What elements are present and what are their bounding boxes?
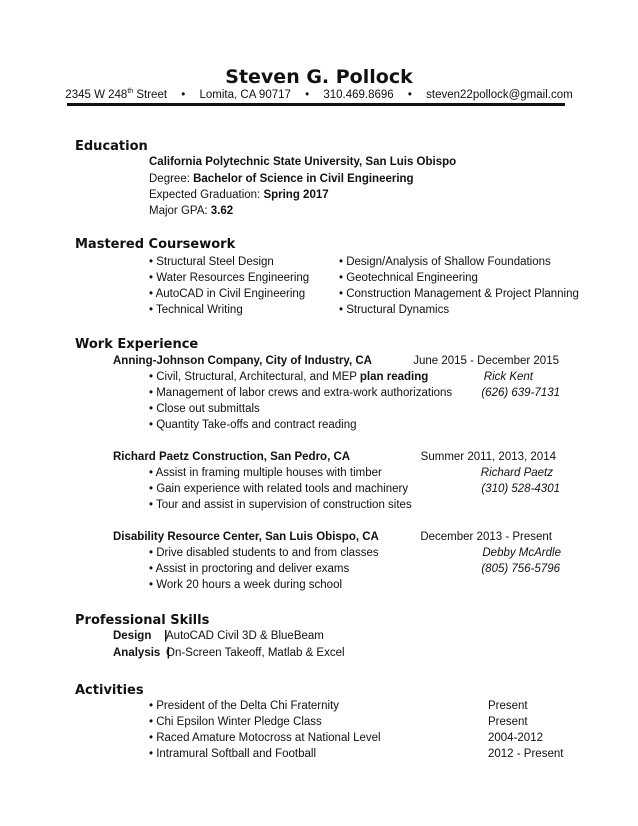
job-dates: June 2015 - December 2015	[413, 355, 559, 367]
job-bullet: • Close out submittals	[149, 403, 260, 415]
job-company: Disability Resource Center, San Luis Obispo, CA	[113, 531, 379, 543]
degree-line: Degree: Bachelor of Science in Civil Engineering	[149, 173, 414, 185]
school-name: California Polytechnic State University, San Luis Obispo	[149, 156, 457, 168]
job-bullet: • Management of labor crews and extra-work authorizations	[149, 387, 453, 399]
job-reference-name: Rick Kent	[483, 371, 533, 383]
job-bullet: • Assist in proctoring and deliver exams	[149, 563, 350, 575]
section-heading-education: Education	[75, 139, 148, 154]
course-item: • Construction Management & Project Planning	[339, 288, 579, 300]
job-bullet: • Work 20 hours a week during school	[149, 579, 343, 591]
activity-date: Present	[488, 700, 528, 712]
section-heading-coursework: Mastered Coursework	[75, 237, 236, 252]
separator-bullet: •	[181, 89, 186, 101]
phone: 310.469.8696	[323, 89, 394, 101]
contact-line	[0, 89, 638, 101]
job-bullet: • Tour and assist in supervision of construction sites	[149, 499, 412, 511]
course-item: • Structural Steel Design	[149, 256, 274, 268]
job-bullet: • Drive disabled students to and from classes	[149, 547, 379, 559]
job-company: Anning-Johnson Company, City of Industry, CA	[113, 355, 372, 367]
resume-name: Steven G. Pollock	[225, 66, 413, 88]
section-heading-skills: Professional Skills	[75, 613, 210, 628]
graduation-line: Expected Graduation: Spring 2017	[149, 189, 329, 201]
course-item: • Water Resources Engineering	[149, 272, 310, 284]
separator-bullet: •	[305, 89, 310, 101]
email: steven22pollock@gmail.com	[426, 89, 573, 101]
job-reference-phone: (805) 756-5796	[481, 563, 560, 575]
course-item: • Technical Writing	[149, 304, 243, 316]
job-reference-name: Debby McArdle	[482, 547, 561, 559]
job-dates: December 2013 - Present	[420, 531, 552, 543]
course-item: • AutoCAD in Civil Engineering	[149, 288, 306, 300]
job-dates: Summer 2011, 2013, 2014	[420, 451, 556, 463]
job-reference-name: Richard Paetz	[480, 467, 553, 479]
activity-date: 2004-2012	[488, 732, 543, 744]
skill-label: Analysis |	[113, 647, 170, 659]
job-reference-phone: (626) 639-7131	[481, 387, 560, 399]
skill-label: Design |	[113, 630, 168, 642]
job-bullet: • Assist in framing multiple houses with timber	[149, 467, 382, 479]
activity-item: • Raced Amature Motocross at National Level	[149, 732, 381, 744]
course-item: • Structural Dynamics	[339, 304, 450, 316]
activity-date: Present	[488, 716, 528, 728]
header-rule	[67, 103, 565, 106]
course-item: • Design/Analysis of Shallow Foundations	[339, 256, 551, 268]
address: 2345 W 248th Street	[65, 88, 168, 101]
job-bullet: • Gain experience with related tools and machinery	[149, 483, 409, 495]
job-bullet: • Quantity Take-offs and contract reading	[149, 419, 357, 431]
course-item: • Geotechnical Engineering	[339, 272, 478, 284]
job-company: Richard Paetz Construction, San Pedro, CA	[113, 451, 351, 463]
job-bullet: • Civil, Structural, Architectural, and MEP plan reading	[149, 371, 429, 383]
job-reference-phone: (310) 528-4301	[481, 483, 560, 495]
section-heading-activities: Activities	[75, 683, 144, 698]
activity-item: • Intramural Softball and Football	[149, 748, 317, 760]
activity-item: • Chi Epsilon Winter Pledge Class	[149, 716, 322, 728]
skill-value: AutoCAD Civil 3D & BlueBeam	[166, 630, 324, 642]
activity-date: 2012 - Present	[488, 748, 564, 760]
activity-item: • President of the Delta Chi Fraternity	[149, 700, 340, 712]
gpa-line: Major GPA: 3.62	[149, 205, 234, 217]
section-heading-work: Work Experience	[75, 337, 199, 352]
separator-bullet: •	[407, 89, 412, 101]
city: Lomita, CA 90717	[199, 89, 291, 101]
skill-value: On-Screen Takeoff, Matlab & Excel	[166, 647, 345, 659]
